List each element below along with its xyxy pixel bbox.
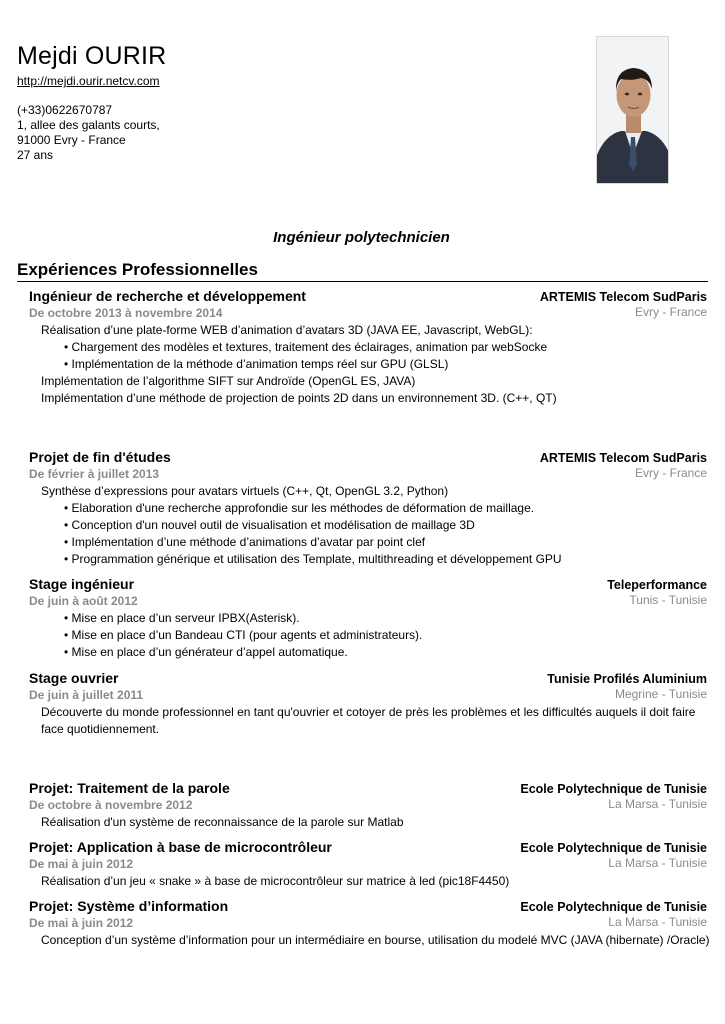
experience-entry bbox=[29, 288, 707, 407]
entry-organization: Teleperformance bbox=[607, 578, 707, 592]
entry-organization: Ecole Polytechnique de Tunisie bbox=[520, 900, 707, 914]
description-line: Implémentation d’une méthode de projection de points 2D dans un environnement 3D. (C++, QT) bbox=[41, 391, 557, 405]
entry-dates: De octobre 2013 à novembre 2014 bbox=[29, 306, 223, 320]
description-line: Synthèse d’expressions pour avatars virtuels (C++, Qt, OpenGL 3.2, Python) bbox=[41, 484, 449, 498]
entry-description bbox=[29, 814, 707, 831]
contact-block bbox=[17, 103, 160, 163]
entry-description bbox=[29, 932, 710, 949]
entry-organization: Tunisie Profilés Aluminium bbox=[547, 672, 707, 686]
entry-title: Stage ingénieur bbox=[29, 576, 135, 592]
entry-organization: Ecole Polytechnique de Tunisie bbox=[520, 841, 707, 855]
bullet-item: • Chargement des modèles et textures, traitement des éclairages, animation par webSocke bbox=[64, 340, 548, 354]
description-line: Conception d’un système d’information pour un intermédiaire en bourse, utilisation du modelé MVC (JAVA (hibernate) /Oracle) bbox=[41, 933, 710, 947]
website-link[interactable]: http://mejdi.ourir.netcv.com bbox=[17, 74, 160, 88]
description-line: Réalisation d’une plate-forme WEB d’animation d’avatars 3D (JAVA EE, Javascript, WebGL): bbox=[41, 323, 533, 337]
entry-location: Evry - France bbox=[634, 466, 707, 480]
entry-dates: De février à juillet 2013 bbox=[29, 467, 160, 481]
bullet-item: • Implémentation de la méthode d’animation temps réel sur GPU (GLSL) bbox=[64, 357, 449, 371]
bullet-item: • Conception d'un nouvel outil de visualisation et modélisation de maillage 3D bbox=[64, 518, 475, 532]
entry-organization: Ecole Polytechnique de Tunisie bbox=[520, 782, 707, 796]
bullet-item: • Mise en place d’un générateur d’appel automatique. bbox=[64, 645, 348, 659]
entry-description bbox=[29, 704, 707, 738]
entry-dates: De mai à juin 2012 bbox=[29, 916, 134, 930]
bullet-item: • Implémentation d’une méthode d’animations d’avatar par point clef bbox=[64, 535, 426, 549]
description-line: Découverte du monde professionnel en tant qu'ouvrier et cotoyer de près les problèmes et les difficultés auquels il doit faire face quotidiennement. bbox=[41, 705, 696, 736]
entry-title: Projet: Application à base de microcontrôleur bbox=[29, 839, 332, 855]
entry-location: Tunis - Tunisie bbox=[629, 593, 707, 607]
entry-title: Ingénieur de recherche et développement bbox=[29, 288, 306, 304]
section-divider bbox=[17, 281, 708, 282]
entry-title: Projet de fin d'études bbox=[29, 449, 171, 465]
entry-location: Evry - France bbox=[634, 305, 707, 319]
entry-organization: ARTEMIS Telecom SudParis bbox=[539, 451, 707, 465]
profile-photo bbox=[596, 36, 669, 184]
entry-location: La Marsa - Tunisie bbox=[608, 915, 707, 929]
description-line: Réalisation d'un système de reconnaissance de la parole sur Matlab bbox=[41, 815, 404, 829]
experience-entry bbox=[29, 839, 707, 890]
entry-description bbox=[29, 610, 707, 661]
experience-entry bbox=[29, 670, 707, 738]
description-line: Réalisation d’un jeu « snake » à base de microcontrôleur sur matrice à led (pic18F4450) bbox=[41, 874, 510, 888]
entry-title: Projet: Traitement de la parole bbox=[29, 780, 230, 796]
entry-description bbox=[29, 483, 707, 568]
job-headline: Ingénieur polytechnicien bbox=[273, 229, 450, 246]
entry-dates: De juin à août 2012 bbox=[29, 594, 138, 608]
bullet-item: • Programmation générique et utilisation des Template, multithreading et développement GPU bbox=[64, 552, 562, 566]
phone-number: (+33)0622670787 bbox=[17, 103, 113, 117]
bullet-item: • Elaboration d'une recherche approfondie sur les méthodes de déformation de maillage. bbox=[64, 501, 535, 515]
entry-description bbox=[29, 322, 707, 407]
experience-entry bbox=[29, 449, 707, 568]
bullet-item: • Mise en place d’un serveur IPBX(Asterisk). bbox=[64, 611, 300, 625]
experience-entry bbox=[29, 576, 707, 661]
entry-organization: ARTEMIS Telecom SudParis bbox=[539, 290, 707, 304]
bullet-item: • Mise en place d’un Bandeau CTI (pour agents et administrateurs). bbox=[64, 628, 423, 642]
section-title-experience: Expériences Professionnelles bbox=[17, 260, 258, 279]
address-line-2: 91000 Evry - France bbox=[17, 133, 126, 147]
entry-title: Stage ouvrier bbox=[29, 670, 119, 686]
experience-entry bbox=[29, 780, 707, 831]
candidate-name: Mejdi OURIR bbox=[17, 42, 167, 70]
entry-description bbox=[29, 873, 707, 890]
address-line-1: 1, allee des galants courts, bbox=[17, 118, 160, 132]
age: 27 ans bbox=[17, 148, 54, 162]
description-line: Implémentation de l’algorithme SIFT sur Androïde (OpenGL ES, JAVA) bbox=[41, 374, 416, 388]
experience-entry bbox=[29, 898, 710, 949]
entry-location: La Marsa - Tunisie bbox=[608, 797, 707, 811]
entry-location: La Marsa - Tunisie bbox=[608, 856, 707, 870]
entry-dates: De mai à juin 2012 bbox=[29, 857, 134, 871]
entry-dates: De juin à juillet 2011 bbox=[29, 688, 144, 702]
entry-dates: De octobre à novembre 2012 bbox=[29, 798, 193, 812]
entry-title: Projet: Système d’information bbox=[29, 898, 229, 914]
entry-location: Megrine - Tunisie bbox=[614, 687, 707, 701]
